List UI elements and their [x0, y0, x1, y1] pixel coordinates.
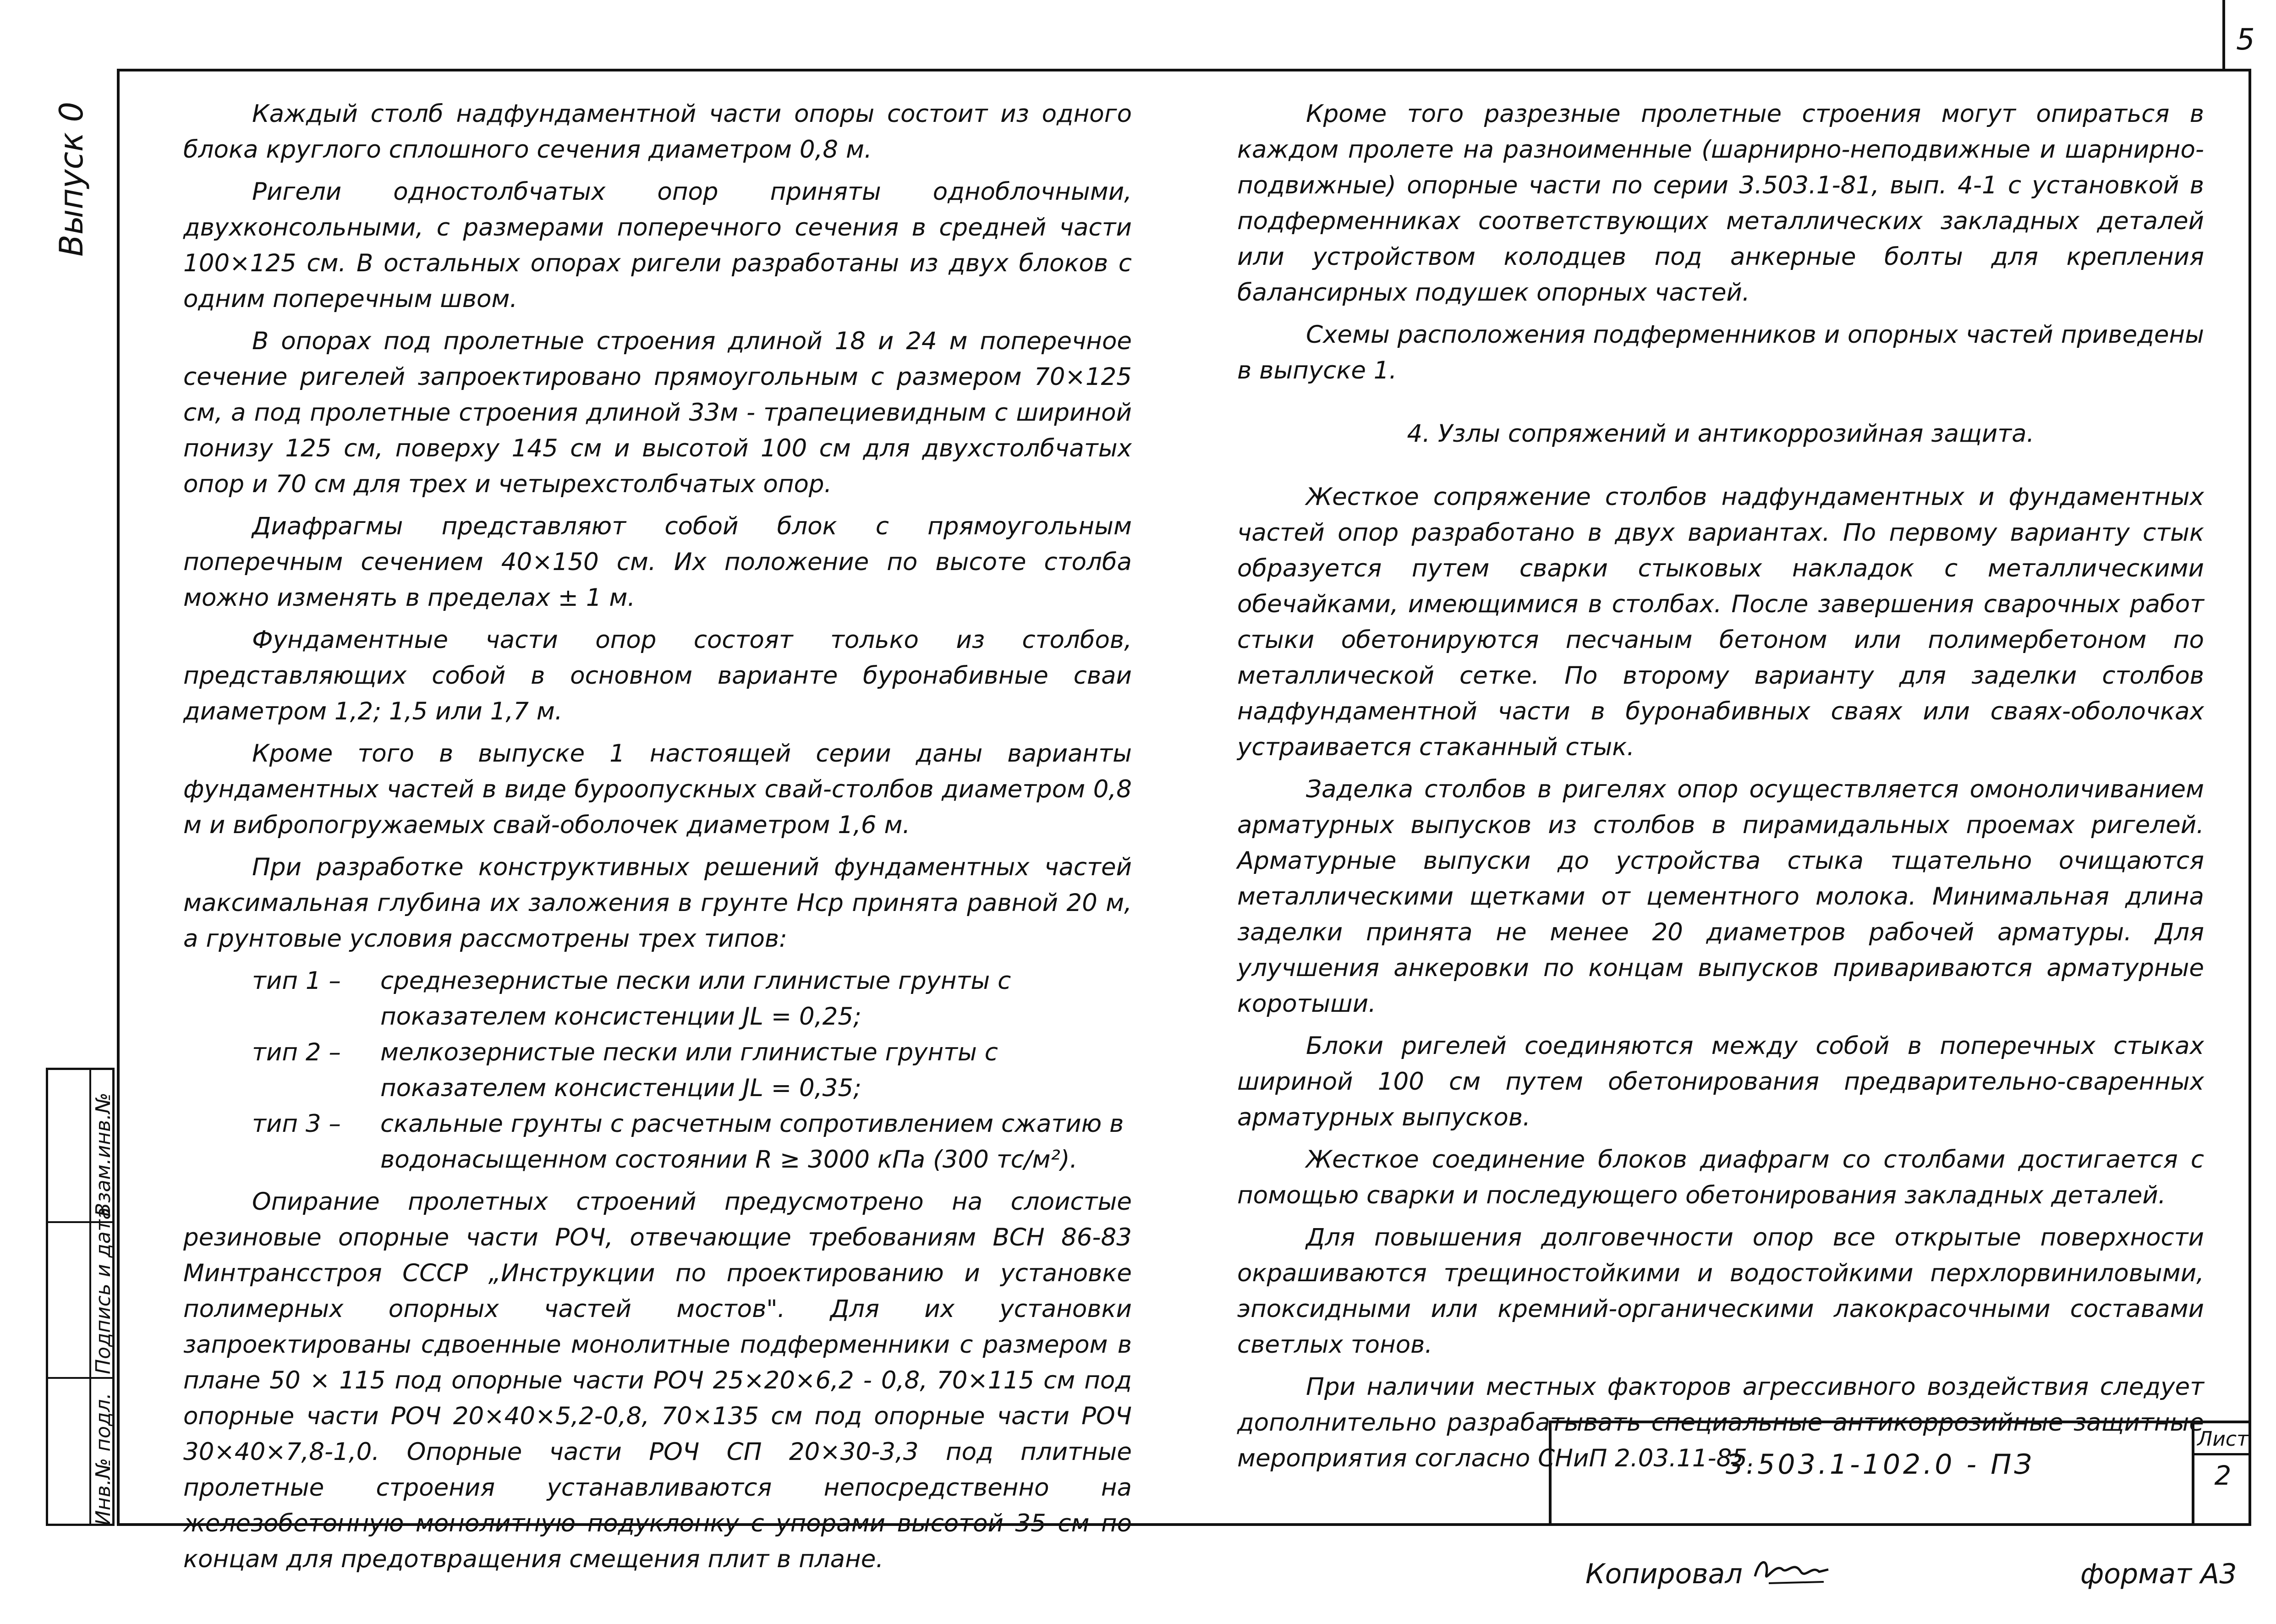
soil-type-number: тип 3 –	[252, 1110, 341, 1138]
format-label: формат А3	[2080, 1558, 2237, 1590]
stamp-cell-sign-date	[48, 1207, 115, 1377]
soil-types-list	[183, 963, 1132, 1178]
paragraph: Фундаментные части опор состоят только из столбов, представляющих собой в основном варианте буронабивные сваи диаметром 1,2; 1,5 или 1,7 м.	[183, 626, 1132, 725]
soil-type-description: мелкозернистые пески или глинистые грунты с показателем консистенции JL = 0,35;	[380, 1038, 998, 1102]
stamp-cell-replace-inv	[48, 1070, 115, 1221]
soil-type-number: тип 2 –	[252, 1038, 341, 1066]
soil-type-description: скальные грунты с расчетным сопротивлением сжатию в водонасыщенном состоянии R ≥ 3000 кПа (300 тс/м²).	[380, 1110, 1124, 1174]
section-heading: 4. Узлы сопряжений и антикоррозийная защита.	[1407, 420, 2035, 448]
left-text-column	[183, 96, 1132, 1584]
paragraph: Диафрагмы представляют собой блок с прямоугольным поперечным сечением 40×150 см. Их положение по высоте столба можно изменять в пределах ± 1 м.	[183, 512, 1132, 612]
sheet-number: 2	[2214, 1460, 2232, 1491]
soil-type-description: среднезернистые пески или глинистые грунты с показателем консистенции JL = 0,25;	[380, 967, 1011, 1031]
soil-type-row	[183, 1106, 1132, 1178]
paragraph: Жесткое соединение блоков диафрагм со столбами достигается с помощью сварки и последующего обетонирования закладных деталей.	[1237, 1146, 2204, 1209]
paragraph: Каждый столб надфундаментной части опоры состоит из одного блока круглого сплошного сечения диаметром 0,8 м.	[183, 100, 1132, 164]
title-block	[1549, 1421, 2251, 1526]
stamp-label-inv-orig: Инв.№ подл.	[92, 1393, 115, 1525]
document-code: 3.503.1-102.0 - ПЗ	[1726, 1448, 2035, 1481]
stamp-label-sign-date: Подпись и дата	[92, 1207, 115, 1374]
sheet-label: Лист	[2194, 1423, 2251, 1455]
paragraph: Жесткое сопряжение столбов надфундаментных и фундаментных частей опор разработано в двух вариантах. По первому варианту стык образуется путем сварки стыковых накладок с металлическими обечайками, имеющимися в столбах. После завершения сварочных работ стыки обетонируются песчаным бетоном или полимербетоном по металлической сетке. По второму варианту для заделки столбов надфундаментной части в буронабивных сваях или сваях-оболочках устраивается стаканный стык.	[1237, 483, 2204, 761]
side-stamp	[46, 1068, 115, 1526]
paragraph: При наличии местных факторов агрессивного воздействия следует дополнительно разрабатывать специальные антикоррозийные защитные мероприятия согласно СНиП 2.03.11-85.	[1237, 1373, 2204, 1472]
paragraph: Для повышения долговечности опор все открытые поверхности окрашиваются трещиностойкими и водостойкими перхлорвиниловыми, эпоксидными или кремний-органическими лакокрасочными составами светлых тонов.	[1237, 1223, 2204, 1359]
paragraph: Опирание пролетных строений предусмотрено на слоистые резиновые опорные части РОЧ, отвечающие требованиям ВСН 86-83 Минтрансстроя СССР „Инструкции по проектированию и установке полимерных опорных частей мостов". Для их установки запроектированы сдвоенные монолитные подферменники с размером в плане 50 × 115 под опорные части РОЧ 25×20×6,2 - 0,8, 70×115 см под опорные части РОЧ 20×40×5,2-0,8, 70×135 см под опорные части РОЧ 30×40×7,8-1,0. Опорные части РОЧ СП 20×30-3,3 под плитные пролетные строения устанавливаются непосредственно на железобетонную монолитную подуклонку с упорами высотой 35 см по концам для предотвращения смещения плит в плане.	[183, 1188, 1132, 1573]
top-corner-line	[2222, 0, 2225, 69]
stamp-cell-inv-orig	[48, 1377, 115, 1528]
paragraph: Схемы расположения подферменников и опорных частей приведены в выпуске 1.	[1237, 321, 2204, 384]
right-text-column	[1237, 96, 2204, 1483]
side-issue-label: Выпуск 0	[53, 101, 90, 257]
stamp-label-replace-inv: Взам.инв.№	[92, 1092, 115, 1217]
paragraph: При разработке конструктивных решений фундаментных частей максимальная глубина их заложения в грунте Hср принята равной 20 м, а грунтовые условия рассмотрены трех типов:	[183, 853, 1132, 953]
soil-type-row	[183, 1035, 1132, 1106]
paragraph: Кроме того в выпуске 1 настоящей серии даны варианты фундаментных частей в виде буроопускных свай-столбов диаметром 0,8 м и вибропогружаемых свай-оболочек диаметром 1,6 м.	[183, 740, 1132, 839]
signature-icon	[1750, 1549, 1833, 1590]
paragraph: Кроме того разрезные пролетные строения могут опираться в каждом пролете на разноименные (шарнирно-неподвижные и шарнирно-подвижные) опорные части по серии 3.503.1-81, вып. 4-1 с установкой в подферменниках соответствующих металлических закладных деталей или устройством колодцев под анкерные болты для крепления балансирных подушек опорных частей.	[1237, 100, 2204, 307]
sheet-box	[2192, 1423, 2251, 1526]
paragraph: В опорах под пролетные строения длиной 18 и 24 м поперечное сечение ригелей запроектировано прямоугольным с размером 70×125 см, а под пролетные строения длиной 33м - трапециевидным с шириной понизу 125 см, поверху 145 см и высотой 100 см для двухстолбчатых опор и 70 см для трех и четырехстолбчатых опор.	[183, 327, 1132, 498]
paragraph: Блоки ригелей соединяются между собой в поперечных стыках шириной 100 см путем обетонирования предварительно-сваренных арматурных выпусков.	[1237, 1032, 2204, 1131]
copied-by-label: Копировал	[1585, 1558, 1743, 1590]
paragraph: Заделка столбов в ригелях опор осуществляется омоноличиванием арматурных выпусков из столбов в пирамидальных проемах ригелей. Арматурные выпуски до устройства стыка тщательно очищаются металлическими щетками от цементного молока. Минимальная длина заделки принята не менее 20 диаметров рабочей арматуры. Для улучшения анкеровки по концам выпусков привариваются арматурные коротыши.	[1237, 775, 2204, 1018]
soil-type-row	[183, 963, 1132, 1035]
page-number: 5	[2236, 23, 2255, 57]
soil-type-number: тип 1 –	[252, 967, 341, 995]
paragraph: Ригели одностолбчатых опор приняты одноблочными, двухконсольными, с размерами поперечного сечения в средней части 100×125 см. В остальных опорах ригели разработаны из двух блоков с одним поперечным швом.	[183, 178, 1132, 313]
